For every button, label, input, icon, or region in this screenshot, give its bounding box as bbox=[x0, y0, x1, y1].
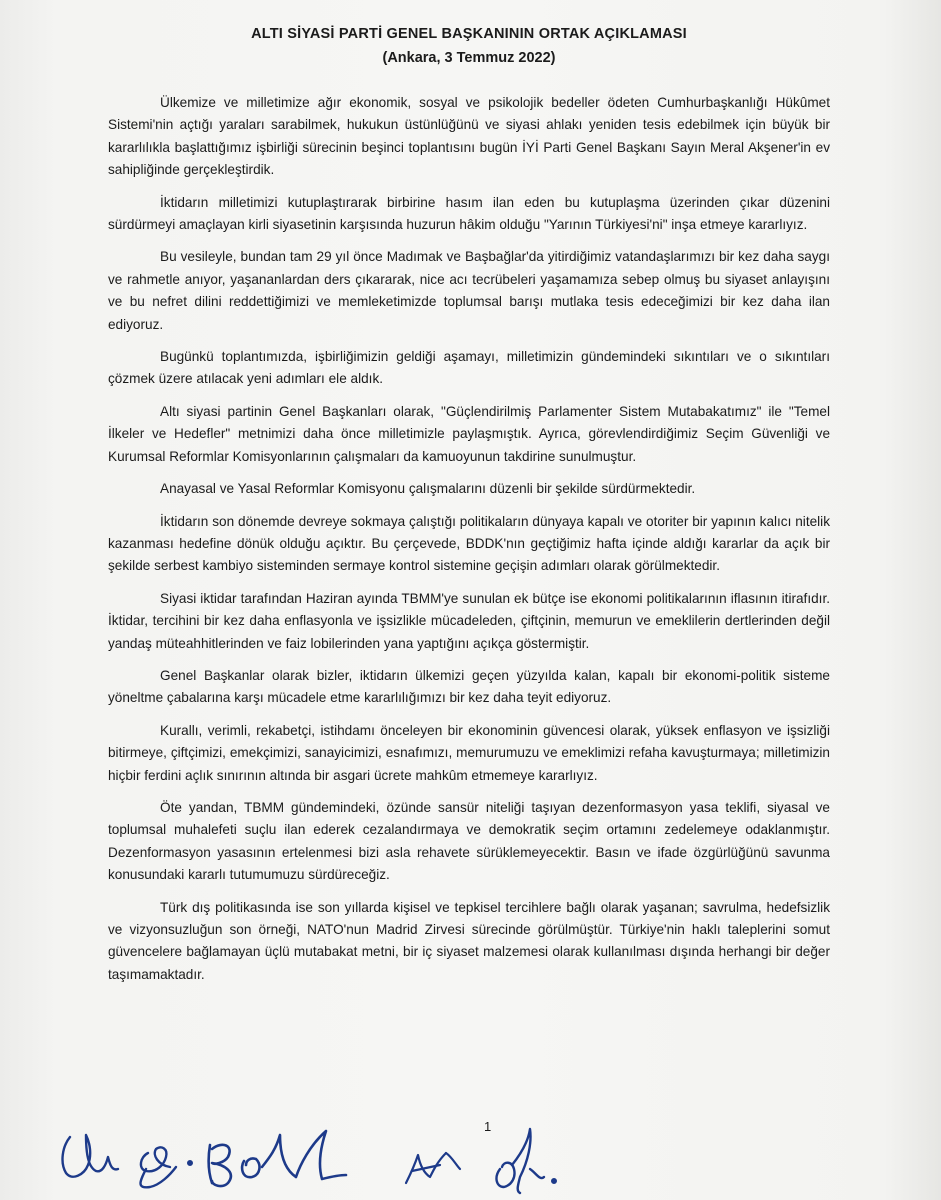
signature-4 bbox=[406, 1153, 460, 1183]
document-subtitle: (Ankara, 3 Temmuz 2022) bbox=[382, 50, 556, 66]
paragraph: Ülkemize ve milletimize ağır ekonomik, sosyal ve psikolojik bedeller ödeten Cumhurbaşkanlığı Hükûmet Sistemi'nin açtığı yaraları sarabilmek, hukukun üstünlüğünü ve siyasi ahlakı yeniden tesis edebilmek için büyük bir kararlılıkla başlattığımız işbirliği sürecinin beşinci toplantısını bugün İYİ Parti Genel Başkanı Sayın Meral Akşener'in ev sahipliğinde gerçekleştirdik. bbox=[108, 95, 830, 178]
signature-1 bbox=[63, 1135, 118, 1177]
document-content bbox=[108, 18, 830, 996]
paragraph: Kurallı, verimli, rekabetçi, istihdamı önceleyen bir ekonominin güvencesi olarak, yüksek enflasyon ve işsizliği bitirmeye, çiftçimizi, emekçimizi, sanayicimizi, esnafımızı, memurumuzu ve emeklimizi refaha kavuşturmaya; milletimizin hiçbir ferdini açlık sınırının altında bir asgari ücrete mahkûm etmemeye kararlıyız. bbox=[108, 722, 830, 783]
signatures bbox=[0, 1095, 941, 1200]
document-title: ALTI SİYASİ PARTİ GENEL BAŞKANININ ORTAK AÇIKLAMASI bbox=[251, 26, 687, 42]
signature-5 bbox=[497, 1129, 556, 1193]
page-number: 1 bbox=[484, 1119, 492, 1134]
signature-2 bbox=[141, 1147, 192, 1187]
paragraph: Anayasal ve Yasal Reformlar Komisyonu çalışmalarını düzenli bir şekilde sürdürmektedir. bbox=[160, 481, 696, 497]
paragraph: Genel Başkanlar olarak bizler, iktidarın ülkemizi geçen yüzyılda kalan, kapalı bir ekonomi-politik sisteme yöneltme çabalarına karşı mücadele etme kararlılığımızı bir kez daha teyit ediyoruz. bbox=[108, 667, 830, 706]
document-body bbox=[108, 92, 830, 986]
paragraph: İktidarın son dönemde devreye sokmaya çalıştığı politikaların dünyaya kapalı ve otoriter bir yapının kalıcı nitelik kazanması hedefine dönük olduğu açıktır. Bu çerçevede, BDDK'nın geçtiğimiz hafta içinde aldığı kararlar da açık bir şekilde serbest kambiyo sisteminden sermaye kontrol sistemine geçişin adımları olarak görülmektedir. bbox=[108, 513, 830, 574]
paragraph: Altı siyasi partinin Genel Başkanları olarak, "Güçlendirilmiş Parlamenter Sistem Mutabakatımız" ile "Temel İlkeler ve Hedefler" metnimizi daha önce milletimizle paylaşmıştık. Ayrıca, görevlendirdiğimiz Seçim Güvenliği ve Kurumsal Reformlar Komisyonlarının çalışmaları da kamuoyunun takdirine sunulmuştur. bbox=[108, 403, 830, 464]
paragraph: İktidarın milletimizi kutuplaştırarak birbirine hasım ilan eden bu kutuplaşma üzerinden çıkar düzenini sürdürmeyi amaçlayan kirli siyasetinin karşısında huzurun hâkim olduğu "Yarının Türkiyesi'ni" inşa etmeye kararlıyız. bbox=[108, 194, 830, 233]
signature-3 bbox=[209, 1131, 346, 1186]
paragraph: Siyasi iktidar tarafından Haziran ayında TBMM'ye sunulan ek bütçe ise ekonomi politikalarının iflasının itirafıdır. İktidar, tercihini bir kez daha enflasyonla ve işsizlikle mücadeleden, çiftçinin, memurun ve emeklilerin dertlerinden değil yandaş müteahhitlerinden ve faiz lobilerinden yana yaptığını açıkça göstermiştir. bbox=[108, 590, 830, 651]
paragraph: Bugünkü toplantımızda, işbirliğimizin geldiği aşamayı, milletimizin gündemindeki sıkıntıları ve o sıkıntıları çözmek üzere atılacak yeni adımları ele aldık. bbox=[108, 349, 830, 387]
paragraph: Türk dış politikasında ise son yıllarda kişisel ve tepkisel tercihlere bağlı olarak yaşanan; savrulma, hedefsizlik ve vizyonsuzluğun son örneği, NATO'nun Madrid Zirvesi sürecinde görülmüştür. Türkiye'nin haklı taleplerini somut güvencelere bağlamayan üçlü mutabakat metni, bir iç siyaset malzemesi olarak kullanılması dışında herhangi bir değer taşımamaktadır. bbox=[108, 899, 830, 982]
paragraph: Öte yandan, TBMM gündemindeki, özünde sansür niteliği taşıyan dezenformasyon yasa teklifi, siyasal ve toplumsal muhalefeti suçlu ilan ederek cezalandırmaya ve demokratik seçim ortamını zedelemeye odaklanmıştır. Dezenformasyon yasasının ertelenmesi bizi asla rehavete sürüklemeyecektir. Basın ve ifade özgürlüğünü savunma konusundaki kararlı tutumumuzu sürdüreceğiz. bbox=[108, 799, 830, 883]
paragraph: Bu vesileyle, bundan tam 29 yıl önce Madımak ve Başbağlar'da yitirdiğimiz vatandaşlarımızı bir kez daha saygı ve rahmetle anıyor, yaşananlardan ders çıkararak, nice acı tecrübeleri yaşamamıza sebep olmuş bu siyaset anlayışını ve bu nefret dilini reddettiğimizi ve memleketimizde toplumsal barışı mutlaka tesis edeceğimizi bir kez daha ilan ediyoruz. bbox=[108, 249, 830, 332]
